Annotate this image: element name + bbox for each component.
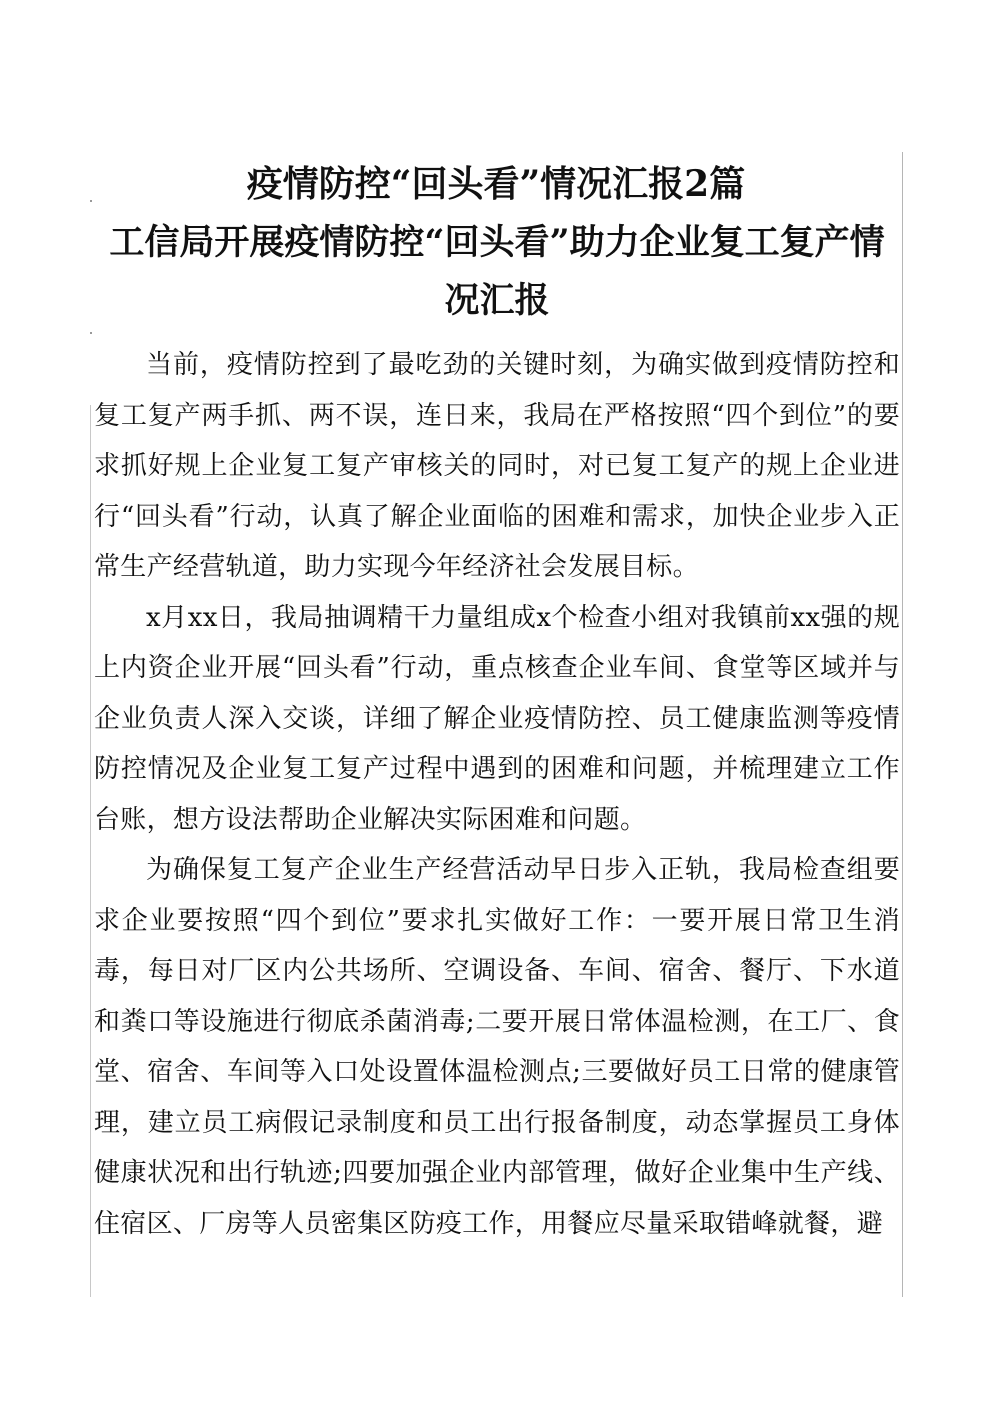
document-subtitle: 工信局开展疫情防控“回头看”助力企业复工复产情况汇报 bbox=[109, 222, 885, 321]
right-margin-line bbox=[902, 152, 903, 1297]
body-paragraph: x月xx日，我局抽调精干力量组成x个检查小组对我镇前xx强的规上内资企业开展“回头看”行动，重点核查企业车间、食堂等区域并与企业负责人深入交谈，详细了解企业疫情防控、员工健康监测等疫情防控情况及企业复工复产过程中遇到的困难和问题，并梳理建立工作台账，想方设法帮助企业解决实际困难和问题。 bbox=[94, 602, 900, 835]
body-paragraph: 为确保复工复产企业生产经营活动早日步入正轨，我局检查组要求企业要按照“四个到位”要求扎实做好工作：一要开展日常卫生消毒，每日对厂区内公共场所、空调设备、车间、宿舍、餐厅、下水道和粪口等设施进行彻底杀菌消毒;二要开展日常体温检测，在工厂、食堂、宿舍、车间等入口处设置体温检测点;三要做好员工日常的健康管理，建立员工病假记录制度和员工出行报备制度，动态掌握员工身体健康状况和出行轨迹;四要加强企业内部管理，做好企业集中生产线、住宿区、厂房等人员密集区防疫工作，用餐应尽量采取错峰就餐，避 bbox=[94, 855, 900, 1239]
margin-corner-mark bbox=[90, 332, 92, 334]
body-paragraph: 当前，疫情防控到了最吃劲的关键时刻，为确实做到疫情防控和复工复产两手抓、两不误，连日来，我局在严格按照“四个到位”的要求抓好规上企业复工复产审核关的同时，对已复工复产的规上企业进行“回头看”行动，认真了解企业面临的困难和需求，加快企业步入正常生产经营轨道，助力实现今年经济社会发展目标。 bbox=[94, 350, 900, 582]
left-margin-line bbox=[90, 405, 91, 1297]
document-body bbox=[94, 340, 900, 1249]
margin-corner-mark bbox=[90, 200, 92, 202]
document-title: 疫情防控“回头看”情况汇报2篇 bbox=[246, 163, 746, 205]
